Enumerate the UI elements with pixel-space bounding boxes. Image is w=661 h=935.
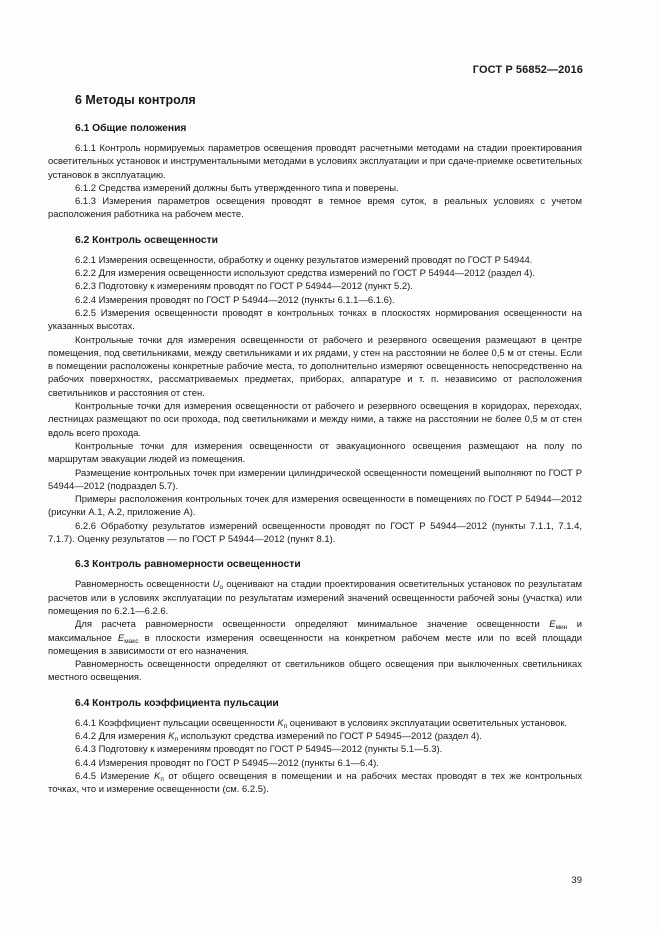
paragraph-control-points-evacuation: Контрольные точки для измерения освещенности от эвакуационного освещения размещают на полу по маршрутам эвакуации людей из помещения. [48,440,582,466]
subsection-6-3-title: 6.3 Контроль равномерности освещенности [75,559,301,571]
paragraph-uniformity-3: Равномерность освещенности определяют от светильников общего освещения при выключенных светильниках местного освещения. [48,659,582,684]
paragraph-6-4-5: 6.4.5 Измерение $K_п$ от общего освещения в помещении и на рабочих местах проводят в тех же контрольных точках, что и измерение освещенности (см. 6.2.5). [48,770,582,796]
paragraph-control-points-corridors: Контрольные точки для измерения освещенности от рабочего и резервного освещения в коридорах, переходах, лестницах размещают по оси прохода, под светильниками и между ними, а также на расстоянии не более 0,5 м от стен вдоль всего прохода. [48,401,582,439]
page-number: 39 [571,875,582,886]
paragraph-6-2-4: 6.2.4 Измерения проводят по ГОСТ Р 54944—2012 (пункты 6.1.1—6.1.6). [75,294,395,306]
paragraph-6-4-4: 6.4.4 Измерения проводят по ГОСТ Р 54945—2012 (пункты 6.1—6.4). [75,757,379,769]
paragraph-examples: Примеры расположения контрольных точек для измерения освещенности в помещениях по ГОСТ Р 54944—2012 (рисунки А.1, А.2, приложение А). [48,494,582,519]
paragraph-6-2-5: 6.2.5 Измерения освещенности проводят в контрольных точках в плоскостях нормирования освещенности на указанных высотах. [48,307,582,333]
subsection-6-1-title: 6.1 Общие положения [75,123,187,134]
paragraph-6-2-2: 6.2.2 Для измерения освещенности используют средства измерений по ГОСТ Р 54944—2012 (раздел 4). [75,268,536,280]
page-content [48,92,582,796]
paragraph-6-4-3: 6.4.3 Подготовку к измерениям проводят по ГОСТ Р 54945—2012 (пункты 5.1—5.3). [75,744,443,756]
standard-header: ГОСТ Р 56852—2016 [472,64,583,76]
paragraph-6-4-1: 6.4.1 Коэффициент пульсации освещенности $K_п$ оценивают в условиях эксплуатации осветительных установок. [75,717,568,730]
paragraph-6-1-3: 6.1.3 Измерения параметров освещения проводят в темное время суток, в реальных условиях с учетом расположения работника на рабочем месте. [48,196,582,221]
subsection-6-4-title: 6.4 Контроль коэффициента пульсации [75,697,279,709]
paragraph-6-1-1: 6.1.1 Контроль нормируемых параметров освещения проводят расчетными методами на стадии проектирования осветительных установок и инструментальными методами в условиях эксплуатации и при сдаче-приемке осветительных установок в эксплуатацию. [48,143,582,181]
paragraph-6-1-2: 6.1.2 Средства измерений должны быть утвержденного типа и поверены. [75,182,399,194]
paragraph-6-4-2: 6.4.2 Для измерения $K_п$ используют средства измерений по ГОСТ Р 54945—2012 (раздел 4). [75,730,482,743]
paragraph-6-2-6: 6.2.6 Обработку результатов измерений освещенности проводят по ГОСТ Р 54944—2012 (пункты 7.1.1, 7.1.4, 7.1.7). Оценку результатов — по ГОСТ Р 54944—2012 (пункт 8.1). [48,520,582,546]
paragraph-6-2-1: 6.2.1 Измерения освещенности, обработку и оценку результатов измерений проводят по ГОСТ Р 54944. [75,254,533,266]
paragraph-cylindrical-illuminance: Размещение контрольных точек при измерении цилиндрической освещенности помещений выполняют по ГОСТ Р 54944—2012 (подраздел 5.7). [48,467,582,492]
subsection-6-2-title: 6.2 Контроль освещенности [75,234,218,246]
section-6-title: 6 Методы контроля [75,93,196,107]
paragraph-uniformity-2: Для расчета равномерности освещенности определяют минимальное значение освещенности $E_{мин}$ и максимальное $E_{макс}$ в плоскости измерения освещенности на конкретном рабочем месте или по всей площади помещения в зависимости от его назначения. [48,619,582,657]
paragraph-control-points-work: Контрольные точки для измерения освещенности от рабочего и резервного освещения размещают в центре помещения, под светильниками, между светильниками и их рядами, у стен на расстоянии не более 0,5 м от стены. Если в помещении расположены конкретные рабочие места, то дополнительно измеряют освещенность непосредственно на рабочих поверхностях, рассматриваемых предметах, приборах, аппаратуре и т. п. независимо от расположения светильников и расстояния от стен. [48,334,582,399]
paragraph-6-2-3: 6.2.3 Подготовку к измерениям проводят по ГОСТ Р 54944—2012 (пункт 5.2). [75,281,413,293]
paragraph-uniformity-1: Равномерность освещенности $U_o$ оценивают на стадии проектирования осветительных установок по результатам расчетов или в условиях эксплуатации по результатам измерений значений освещенности рабочей зоны (участка) или помещения по 6.2.1—6.2.6. [48,579,582,617]
